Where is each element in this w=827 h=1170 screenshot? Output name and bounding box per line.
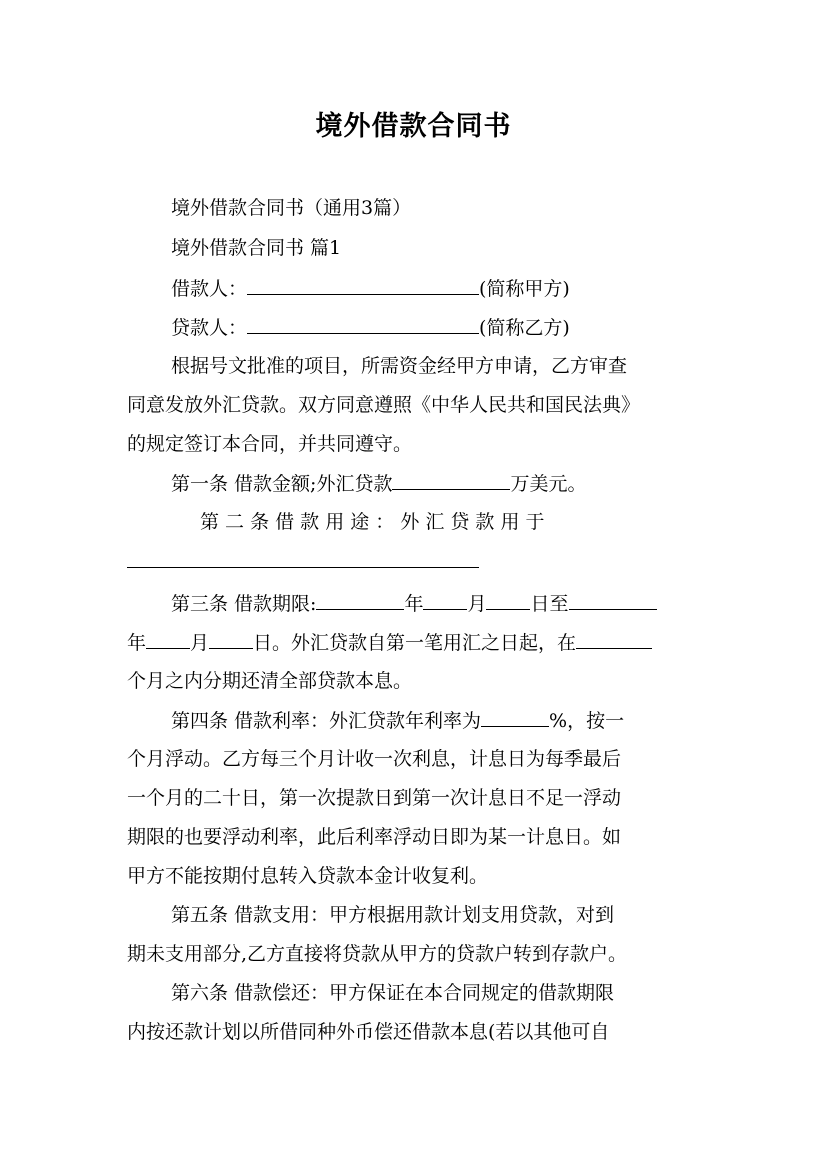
borrower-line: 借款人： (简称甲方) bbox=[171, 278, 570, 300]
paragraph-line: 内按还款计划以所借同种外币偿还借款本息(若以其他可自 bbox=[127, 1021, 610, 1043]
paragraph-line: 一个月的二十日，第一次提款日到第一次计息日不足一浮动 bbox=[127, 787, 622, 809]
article-2-blank-line bbox=[127, 549, 701, 574]
end-year-blank bbox=[569, 591, 657, 610]
paragraph-line: 甲方不能按期付息转入贷款本金计收复利。 bbox=[127, 865, 489, 887]
amount-blank bbox=[392, 471, 510, 490]
rate-blank bbox=[481, 708, 549, 727]
start-year-blank bbox=[316, 591, 404, 610]
article-6-line: 第六条 借款偿还：甲方保证在本合同规定的借款期限 bbox=[171, 982, 615, 1004]
section-heading: 境外借款合同书 篇1 bbox=[171, 237, 342, 259]
article-3-line-3: 个月之内分期还清全部贷款本息。 bbox=[127, 670, 413, 692]
months-blank bbox=[576, 630, 652, 649]
paragraph-line: 个月浮动。乙方每三个月计收一次利息，计息日为每季最后 bbox=[127, 748, 622, 770]
paragraph-line: 期未支用部分,乙方直接将贷款从甲方的贷款户转到存款户。 bbox=[127, 943, 628, 965]
document-title: 境外借款合同书 bbox=[315, 111, 512, 142]
paragraph-line: 同意发放外汇贷款。双方同意遵照《中华人民共和国民法典》 bbox=[127, 394, 641, 416]
paragraph-line: 期限的也要浮动利率，此后利率浮动日即为某一计息日。如 bbox=[127, 826, 622, 848]
article-4-line: 第四条 借款利率：外汇贷款年利率为 %，按一 bbox=[171, 710, 625, 732]
start-day-blank bbox=[486, 591, 530, 610]
article-3-line-2: 年 月 日。外汇贷款自第一笔用汇之日起，在 bbox=[127, 630, 701, 655]
start-month-blank bbox=[423, 591, 467, 610]
article-1-line: 第一条 借款金额;外汇贷款 万美元。 bbox=[171, 473, 587, 495]
lender-line: 贷款人： (简称乙方) bbox=[171, 317, 570, 339]
article-5-line: 第五条 借款支用：甲方根据用款计划支用贷款，对到 bbox=[171, 904, 615, 926]
article-2-line: 第 二 条 借 款 用 途 ： 外 汇 贷 款 用 于 bbox=[200, 511, 545, 533]
purpose-blank bbox=[127, 549, 479, 568]
borrower-blank bbox=[247, 276, 479, 295]
subtitle-line: 境外借款合同书（通用3篇） bbox=[171, 197, 412, 219]
lender-blank bbox=[247, 315, 479, 334]
end-month-blank bbox=[146, 630, 190, 649]
paragraph-line: 根据号文批准的项目，所需资金经甲方申请，乙方审查 bbox=[171, 355, 628, 377]
article-3-line: 第三条 借款期限: 年 月 日至 bbox=[171, 591, 701, 616]
end-day-blank bbox=[209, 630, 253, 649]
paragraph-line: 的规定签订本合同，并共同遵守。 bbox=[127, 433, 413, 455]
